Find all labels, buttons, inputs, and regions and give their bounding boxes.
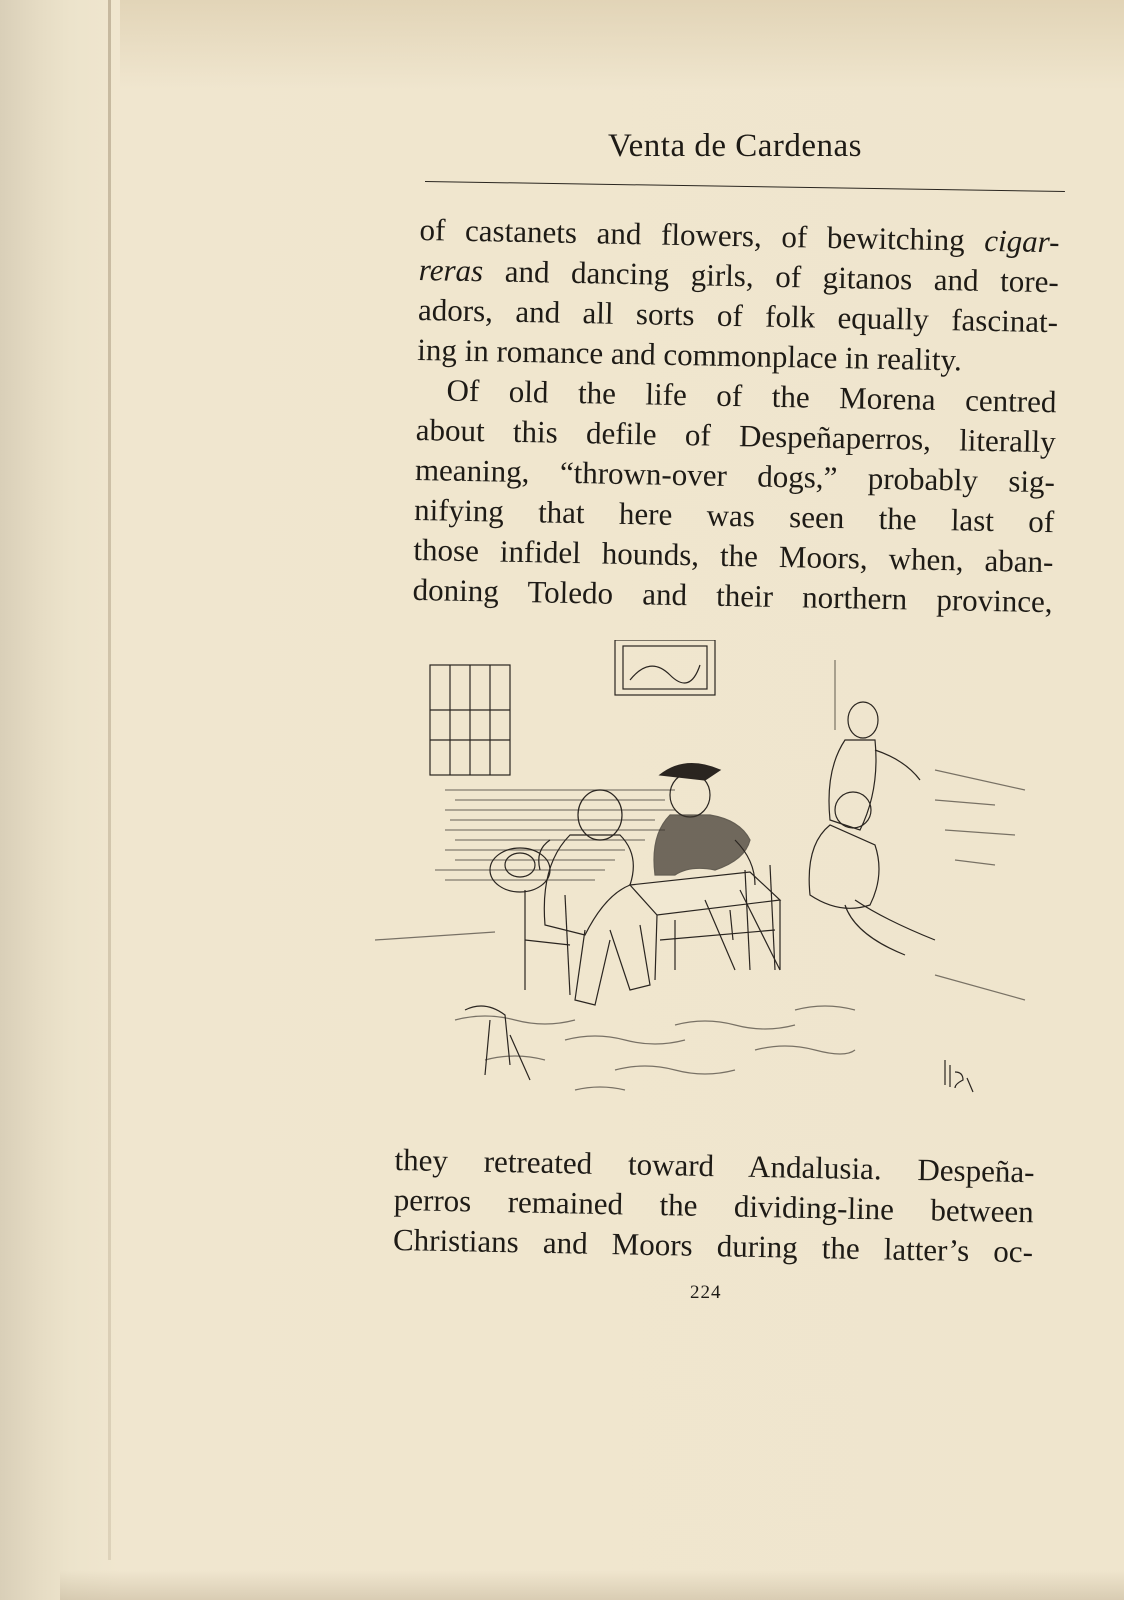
right-wall [835,660,1025,865]
text-line: those infidel hounds, the Moors, when, aban- [413,531,1054,580]
text-line: they retreated toward Andalusia. Despeña- [394,1141,1035,1190]
figure-left [539,790,650,1005]
text-line: doning Toledo and their northern province, [412,571,1053,620]
paragraph-top [412,210,1060,622]
text-line: perros remained the dividing-line between [393,1181,1035,1230]
paragraph-bottom [393,1140,1035,1272]
text-line: Christians and Moors during the latter’s oc- [392,1221,1034,1270]
page-edge [60,1570,1124,1600]
page-fold [108,0,111,1560]
text-line: meaning, “thrown-over dogs,” probably sig- [414,451,1056,500]
page-number: 224 [690,1282,722,1303]
text-line: ing in romance and commonplace in reality. [416,331,963,378]
header-rule [425,181,1065,192]
artist-signature [945,1060,973,1092]
text-line: adors, and all sorts of folk equally fascinat- [417,291,1059,340]
floor-stones [375,932,1025,1090]
text-line: of castanets and flowers, of bewitching cigar- [419,211,1060,260]
figure-standing [829,702,920,830]
running-header: Venta de Cardenas [607,128,863,164]
wall-picture [615,640,715,695]
text-line: reras and dancing girls, of gitanos and tore- [418,251,1060,300]
paper-stain [120,0,1124,90]
text-line: Of old the life of the Morena centred [446,372,1057,420]
inn-interior-illustration [375,640,1065,1120]
window-frame [430,665,510,775]
wall-hatching [435,790,675,880]
figure-right [809,792,935,955]
text-line: about this defile of Despeñaperros, literally [415,411,1057,460]
chair-left [525,890,570,995]
text-line: nifying that here was seen the last of [413,491,1055,540]
